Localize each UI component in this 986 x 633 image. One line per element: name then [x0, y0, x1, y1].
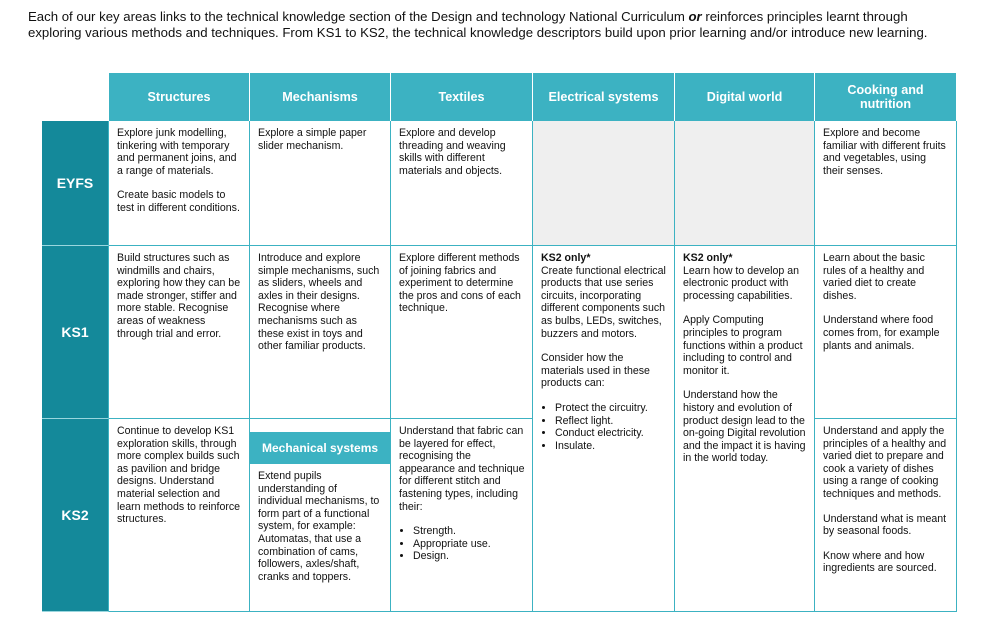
- electrical-bullet: • Protect the circuitry.: [555, 402, 667, 415]
- digital-ks2-only-tag: KS2 only*: [683, 252, 733, 264]
- digital-p3: Understand how the history and evolution of product design lead to the on-going Digital revolution and the impact it is having in the world today.: [683, 389, 806, 465]
- electrical-bullet: • Insulate.: [555, 440, 667, 453]
- ks1-structures: Build structures such as windmills and chairs, exploring how they can be made stronger, stiffer and more stable. Recognise areas of weakness through trial and error.: [109, 246, 250, 419]
- header-digital-world: Digital world: [675, 73, 815, 121]
- intro-text-2: reinforces principles learnt through exploring various methods and techniques. From KS1 to KS2, the technical knowledge descriptors build upon prior learning and/or introduce new learning.: [28, 9, 928, 41]
- intro-text-1: Each of our key areas links to the technical knowledge section of the Design and technology National Curriculum: [28, 9, 689, 24]
- row-label-ks2: KS2: [42, 419, 109, 612]
- eyfs-mechanisms: Explore a simple paper slider mechanism.: [250, 121, 391, 246]
- ks2-textiles-p1: Understand that fabric can be layered for effect, recognising the appearance and technique for different stitch and fastening types, including their:: [399, 425, 525, 513]
- intro-or: or: [688, 9, 702, 24]
- digital-p2: Apply Computing principles to program functions within a product including to control and monitor it.: [683, 314, 803, 377]
- eyfs-cooking: Explore and become familiar with different fruits and vegetables, using their senses.: [815, 121, 957, 246]
- electrical-bullets: [541, 402, 667, 452]
- ks1-mechanisms: Introduce and explore simple mechanisms, such as sliders, wheels and axles in their designs. Recognise where mechanisms such as these exist in toys and other familiar products.: [250, 246, 391, 419]
- textiles-bullets: [399, 525, 525, 563]
- ks1-cooking: [815, 246, 957, 419]
- header-cooking-nutrition: Cooking and nutrition: [815, 73, 957, 121]
- ks2-textiles: [391, 419, 533, 612]
- row-label-eyfs: EYFS: [42, 121, 109, 246]
- header-mechanisms: Mechanisms: [250, 73, 391, 121]
- eyfs-structures-p2: Create basic models to test in different conditions.: [117, 189, 240, 214]
- row-label-ks1: KS1: [42, 246, 109, 419]
- ks2-cooking-p1: Understand and apply the principles of a healthy and varied diet to prepare and cook a variety of dishes using a range of cooking techniques and methods.: [823, 425, 947, 500]
- eyfs-digital-empty: [675, 121, 815, 246]
- eyfs-structures-p1: Explore junk modelling, tinkering with temporary and permanent joins, and a range of materials.: [117, 127, 237, 177]
- ks2-cooking-p2: Understand what is meant by seasonal foods.: [823, 512, 947, 538]
- electrical-ks2-only-tag: KS2 only*: [541, 252, 591, 264]
- ks2-structures: Continue to develop KS1 exploration skills, through more complex builds such as pavilion and bridge designs. Understand material selection and learn methods to reinforce structures.: [109, 419, 250, 612]
- ks2-mechanisms: [250, 419, 391, 612]
- ks2-mechanisms-text: Extend pupils understanding of individual mechanisms, to form part of a functional system, for example: Automatas, that use a combination of cams, followers, axles/shaft, cranks and toppers.: [258, 470, 380, 583]
- ks1-textiles: Explore different methods of joining fabrics and experiment to determine the pros and cons of each technique.: [391, 246, 533, 419]
- mechanical-systems-subheader: Mechanical systems: [250, 432, 390, 464]
- eyfs-structures: [109, 121, 250, 246]
- ks1-cooking-p1: Learn about the basic rules of a healthy and varied diet to create dishes.: [823, 252, 925, 302]
- eyfs-textiles: Explore and develop threading and weaving skills with different materials and objects.: [391, 121, 533, 246]
- textiles-bullet: • Strength.: [413, 525, 525, 538]
- header-electrical-systems: Electrical systems: [533, 73, 675, 121]
- electrical-bullet: • Reflect light.: [555, 415, 667, 428]
- ks1-ks2-electrical: [533, 246, 675, 612]
- ks1-cooking-p2: Understand where food comes from, for example plants and animals.: [823, 314, 940, 352]
- electrical-p1: Create functional electrical products that use series circuits, incorporating different components such as bulbs, LEDs, switches, buzzers and motors.: [541, 264, 666, 340]
- ks2-cooking: [815, 419, 957, 612]
- header-textiles: Textiles: [391, 73, 533, 121]
- digital-p1: Learn how to develop an electronic product with processing capabilities.: [683, 264, 800, 302]
- curriculum-table: [42, 73, 957, 612]
- ks2-cooking-p3: Know where and how ingredients are sourced.: [823, 549, 937, 575]
- corner-cell: [42, 73, 109, 121]
- electrical-p2: Consider how the materials used in these products can:: [541, 352, 650, 390]
- header-structures: Structures: [109, 73, 250, 121]
- ks1-ks2-digital: [675, 246, 815, 612]
- intro-paragraph: [28, 9, 958, 42]
- textiles-bullet: • Design.: [413, 550, 525, 563]
- electrical-bullet: • Conduct electricity.: [555, 427, 667, 440]
- textiles-bullet: • Appropriate use.: [413, 538, 525, 551]
- eyfs-electrical-empty: [533, 121, 675, 246]
